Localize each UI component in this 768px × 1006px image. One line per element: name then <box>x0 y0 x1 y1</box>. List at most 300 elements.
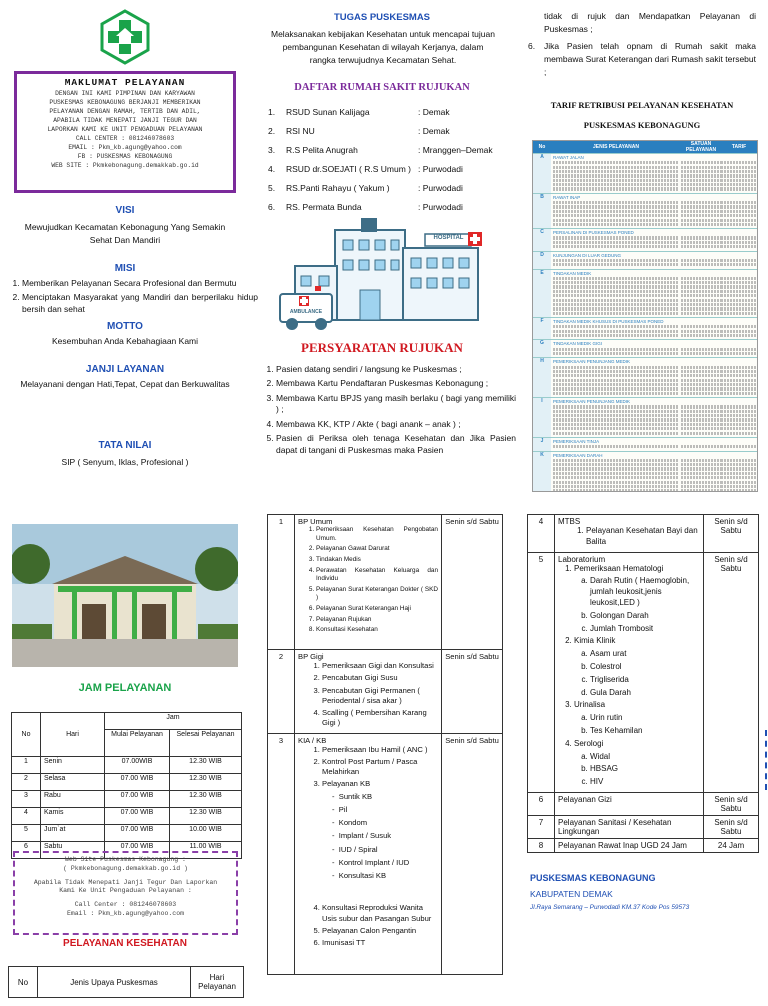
tarif-text-line <box>721 348 757 351</box>
list-item: 8. Konsultasi Kesehatan <box>316 626 438 635</box>
list-item: 4. Konsultasi Reproduksi Wanita Usis subur dan Pasangan Subur <box>322 903 438 924</box>
tarif-satuan-col <box>681 154 721 193</box>
tarif-section-letter: E <box>533 270 551 318</box>
tarif-text-line <box>681 245 721 248</box>
mtbs-list <box>558 526 700 548</box>
tarif-text-line <box>681 414 721 417</box>
tarif-text-line <box>553 214 679 217</box>
jam-cell: Senin <box>41 757 105 774</box>
row-no: 3 <box>268 733 295 974</box>
row-title: Pelayanan Gizi <box>555 792 704 815</box>
tarif-section <box>533 153 757 193</box>
tarif-text-line <box>721 418 757 421</box>
maklumat-line: WEB SITE : Pkmkebonagung.demakkab.go.id <box>51 161 199 169</box>
row-hari: Senin s/d Sabtu <box>704 515 759 553</box>
tarif-section-letter: D <box>533 252 551 269</box>
tarif-section-title: RAWAT INAP <box>553 194 581 200</box>
tarif-section-letter: C <box>533 229 551 250</box>
tarif-text-line <box>681 219 721 222</box>
rujukan-no: 2. <box>268 126 276 136</box>
row-hari: Senin s/d Sabtu <box>442 650 503 734</box>
table-row <box>528 515 759 553</box>
tarif-text-line <box>721 423 757 426</box>
footer-kab: KABUPATEN DEMAK <box>530 889 613 899</box>
tarif-section-letter: K <box>533 452 551 493</box>
list-item: c. Trigliserida <box>590 675 700 686</box>
bp-gigi-list <box>298 661 438 729</box>
rujukan-item <box>268 183 508 202</box>
tarif-text-line <box>553 366 679 369</box>
tarif-text-line <box>721 325 757 328</box>
tarif-text-line <box>721 481 757 484</box>
tarif-text-line <box>553 259 679 262</box>
tarif-text-line <box>553 219 679 222</box>
tarif-text-line <box>681 205 721 208</box>
tarif-section-body <box>551 398 681 437</box>
tarif-price-col <box>721 270 757 318</box>
row-title: Pelayanan Sanitasi / Kesehatan Lingkungan <box>555 815 704 838</box>
tarif-text-line <box>553 299 679 302</box>
maklumat-line: EMAIL : Pkm_kb.agung@yahoo.com <box>68 143 182 151</box>
tarif-price-col <box>721 340 757 357</box>
list-item: b. Colestrol <box>590 662 700 673</box>
tarif-text-line <box>553 489 679 492</box>
tarif-text-line <box>553 205 679 208</box>
tarif-text-line <box>553 352 679 355</box>
jam-cell: Kamis <box>41 808 105 825</box>
tarif-text-line <box>553 210 679 213</box>
tarif-text-line <box>681 312 721 315</box>
tarif-text-line <box>553 432 679 435</box>
lab-sublist <box>574 576 700 634</box>
pelayanan-header-hari: Hari Pelayanan <box>191 967 244 998</box>
list-item: b. Tes Kehamilan <box>590 726 700 737</box>
rujukan-name: RSUD dr.SOEJATI ( R.S Umum ) <box>286 164 411 174</box>
tarif-text-line <box>681 427 721 430</box>
tarif-section-body <box>551 194 681 228</box>
rujukan-list <box>268 107 508 221</box>
tarif-text-line <box>721 379 757 382</box>
kb-item: Kontrol Implant / IUD <box>338 857 410 867</box>
tarif-text-line <box>553 236 679 239</box>
jam-cell: 12.30 WIB <box>170 791 242 808</box>
kb-item: Konsultasi KB <box>338 871 387 880</box>
tarif-satuan-col <box>681 318 721 339</box>
tarif-text-line <box>681 489 721 492</box>
tarif-section-title: RAWAT JALAN <box>553 155 584 160</box>
list-item: c. HIV <box>590 777 700 788</box>
tarif-text-line <box>553 467 679 470</box>
list-item: 3. Tindakan Medis <box>316 556 438 565</box>
jam-row <box>12 791 242 808</box>
tarif-section <box>533 357 757 397</box>
tarif-text-line <box>721 263 757 266</box>
tarif-price-col <box>721 229 757 250</box>
row-no: 7 <box>528 815 555 838</box>
janji-text: Melayanani dengan Hati,Tepat, Cepat dan Berkuwalitas <box>20 379 230 389</box>
maklumat-line: LAPORKAN KAMI KE UNIT PENGADUAN PELAYANAN <box>47 125 203 133</box>
tarif-text-line <box>721 432 757 435</box>
footer-name: PUSKESMAS KEBONAGUNG <box>530 873 656 883</box>
tarif-section-body <box>551 358 681 397</box>
contact-line: ( Pkmkebonagung.demakkab.go.id ) <box>63 864 188 872</box>
rujukan-item <box>268 164 508 183</box>
tarif-text-line <box>721 214 757 217</box>
tarif-text-line <box>681 236 721 239</box>
tarif-text-line <box>681 432 721 435</box>
tarif-text-line <box>681 387 721 390</box>
bp-table <box>267 514 503 975</box>
tarif-text-line <box>553 174 679 177</box>
tarif-text-line <box>553 383 679 386</box>
tarif-text-line <box>553 290 679 293</box>
persyaratan-item: 3. Membawa Kartu BPJS yang masih berlaku ( bagi yang memiliki ) ; <box>276 393 516 416</box>
tugas-heading: TUGAS PUSKESMAS <box>333 12 431 23</box>
rujukan-name: RSUD Sunan Kalijaga <box>286 107 370 117</box>
tarif-section-letter: A <box>533 154 551 193</box>
table-row <box>268 515 503 650</box>
row-no: 2 <box>268 650 295 734</box>
tarif-text-line <box>681 303 721 306</box>
tarif-section <box>533 437 757 451</box>
list-item: b. HBSAG <box>590 764 700 775</box>
kb-item: Suntik KB <box>338 791 373 801</box>
list-item: 1. Pemeriksaan Gigi dan Konsultasi <box>322 661 438 671</box>
item-text: Jika Pasien telah opnam di Rumah sakit maka membawa Surat Keterangan dari Rumash sakit tersebut ; <box>544 41 756 78</box>
row-no: 1 <box>268 515 295 650</box>
table-row <box>528 792 759 815</box>
tarif-text-line <box>721 205 757 208</box>
tarif-text-line <box>681 174 721 177</box>
list-item: - Konsultasi KB <box>332 871 387 880</box>
tarif-satuan-col <box>681 358 721 397</box>
tarif-text-line <box>553 312 679 315</box>
tarif-header-no: No <box>538 144 546 150</box>
tarif-text-line <box>721 485 757 488</box>
tarif-text-line <box>553 223 679 226</box>
tarif-section-title: KUNJUNGAN DI LUAR GEDUNG <box>553 252 622 258</box>
jam-cell: 07.00 WIB <box>105 791 170 808</box>
rujukan-name: R.S Pelita Anugrah <box>286 145 358 155</box>
list-item: 3. Pencabutan Gigi Permanen ( Periodental / sisa akar ) <box>322 686 438 707</box>
tarif-header <box>533 141 757 153</box>
maklumat-line: CALL CENTER : 081246078603 <box>75 134 175 142</box>
contact-line: Kami Ke Unit Pengaduan Pelayanan : <box>59 887 192 895</box>
tarif-text-line <box>681 201 721 204</box>
tarif-text-line <box>553 170 679 173</box>
visi-heading: VISI <box>115 205 135 216</box>
tarif-section <box>533 228 757 250</box>
tarif-text-line <box>681 467 721 470</box>
jam-cell: Sabtu <box>41 842 105 859</box>
rujukan-no: 1. <box>268 107 276 117</box>
tarif-text-line <box>553 459 679 462</box>
persyaratan-item: 5. Pasien di Periksa oleh tenaga Kesehatan dan Jika Pasien dapat di tangani di Puskesmas maka Pasien <box>276 433 516 456</box>
tarif-text-line <box>553 445 679 448</box>
rujukan-no: 5. <box>268 183 276 193</box>
tarif-text-line <box>681 161 721 164</box>
list-item: - Pil <box>332 804 348 814</box>
list-item <box>574 564 700 635</box>
tarif-text-line <box>681 285 721 288</box>
tarif-price-col <box>721 358 757 397</box>
rujukan-no: 4. <box>268 164 276 174</box>
tarif-text-line <box>721 174 757 177</box>
tarif-price-col <box>721 452 757 493</box>
persyaratan-cont: tidak di rujuk dan Mendapatkan Pelayanan di Puskesmas ; <box>544 11 756 35</box>
row-title: BP Umum <box>298 517 333 526</box>
tarif-text-line <box>553 370 679 373</box>
jam-header-no: No <box>12 713 41 757</box>
tarif-text-line <box>721 179 757 182</box>
tarif-text-line <box>681 290 721 293</box>
tarif-section-body <box>551 252 681 269</box>
tarif-text-line <box>721 445 757 448</box>
rujukan-heading: DAFTAR RUMAH SAKIT RUJUKAN <box>294 82 470 93</box>
rujukan-name: RSI NU <box>286 126 315 136</box>
lab-sublist <box>574 713 700 737</box>
kia-list <box>298 745 438 790</box>
tarif-section-letter: F <box>533 318 551 339</box>
tarif-text-line <box>681 366 721 369</box>
tarif-text-line <box>681 374 721 377</box>
tarif-text-line <box>681 383 721 386</box>
hospital-illustration <box>275 218 495 336</box>
list-item: 6. Pelayanan Surat Keterangan Haji <box>316 605 438 614</box>
jam-cell: 4 <box>12 808 41 825</box>
tugas-text: Melaksanakan kebijakan Kesehatan untuk mencapai tujuan pembangunan Kesehatan di wilayah Kerjanya, dalam rangka terwujudnya Kecamatan Sehat. <box>271 29 495 66</box>
tarif-text-line <box>721 307 757 310</box>
list-item: - IUD / Spiral <box>332 844 378 854</box>
jam-cell: 6 <box>12 842 41 859</box>
tarif-text-line <box>721 330 757 333</box>
tarif-section-title: TINDAKAN MEDIK GIGI <box>553 341 603 347</box>
list-item: - Kondom <box>332 818 368 827</box>
tarif-text-line <box>553 387 679 390</box>
footer-address: Jl.Raya Semarang – Purwodadi KM.37 Kode Pos 59573 <box>530 904 690 911</box>
list-item: 6. Imunisasi TT <box>322 938 438 948</box>
misi-item: 1. Memberikan Pelayanan Secara Profesional dan Bermutu <box>22 278 258 289</box>
tarif-section <box>533 317 757 339</box>
tarif-text-line <box>721 459 757 462</box>
tarif-text-line <box>721 392 757 395</box>
table-row <box>268 650 503 734</box>
row-title: Laboratorium <box>558 554 606 564</box>
tarif-section-body <box>551 270 681 318</box>
jam-header-selesai: Selesai Pelayanan <box>170 730 242 757</box>
row-title: Pelayanan Rawat Inap UGD 24 Jam <box>555 838 704 852</box>
row-hari: Senin s/d Sabtu <box>442 515 503 650</box>
list-item: - Kontrol Implant / IUD <box>332 857 410 867</box>
tarif-text-line <box>721 290 757 293</box>
tarif-text-line <box>721 201 757 204</box>
row-no: 6 <box>528 792 555 815</box>
tarif-text-line <box>553 405 679 408</box>
lab-sublist <box>574 649 700 698</box>
tarif-text-line <box>681 348 721 351</box>
tarif-text-line <box>553 414 679 417</box>
jam-cell: 07.00 WIB <box>105 808 170 825</box>
maklumat-pelayanan-box <box>14 71 236 193</box>
tarif-header-tarif: TARIF <box>731 144 747 150</box>
tarif-text-line <box>553 334 679 337</box>
tarif-section <box>533 251 757 269</box>
maklumat-line: FB : PUSKESMAS KEBONAGUNG <box>77 152 173 160</box>
tarif-satuan-col <box>681 340 721 357</box>
persyaratan-item: 4. Membawa KK, KTP / Akte ( bagi anank – anak ) ; <box>276 419 516 430</box>
puskesmas-building-photo <box>12 524 238 667</box>
bp-umum-list <box>298 526 438 635</box>
jam-cell: 5 <box>12 825 41 842</box>
jam-cell: Rabu <box>41 791 105 808</box>
row-no: 8 <box>528 838 555 852</box>
tarif-text-line <box>721 472 757 475</box>
lab-category: Kimia Klinik <box>574 636 616 646</box>
tarif-section-body <box>551 154 681 193</box>
jam-row <box>12 757 242 774</box>
jam-table <box>11 712 242 859</box>
tarif-section-letter: J <box>533 438 551 451</box>
pelayanan-header-no: No <box>9 967 38 998</box>
tarif-text-line <box>721 489 757 492</box>
table-row <box>528 815 759 838</box>
tarif-text-line <box>681 379 721 382</box>
tarif-text-line <box>721 370 757 373</box>
jam-cell: 07.00 WIB <box>105 825 170 842</box>
list-item: - Suntik KB <box>332 791 373 801</box>
tarif-text-line <box>553 277 679 280</box>
row-hari: Senin s/d Sabtu <box>704 552 759 792</box>
rujukan-loc: : Demak <box>418 107 450 117</box>
tarif-text-line <box>553 281 679 284</box>
persyaratan-item: 1. Pasien datang sendiri / langsung ke Puskesmas ; <box>276 364 516 375</box>
list-item: 2. Kontrol Post Partum / Pasca Melahirkan <box>322 757 438 778</box>
tarif-text-line <box>553 463 679 466</box>
tarif-text-line <box>553 179 679 182</box>
tarif-section <box>533 339 757 357</box>
tarif-text-line <box>721 334 757 337</box>
table-row <box>528 552 759 792</box>
tarif-text-line <box>721 166 757 169</box>
list-item <box>574 739 700 788</box>
tarif-section <box>533 397 757 437</box>
rujukan-item <box>268 145 508 164</box>
tarif-text-line <box>553 485 679 488</box>
row-hari: 24 Jam <box>704 838 759 852</box>
tarif-text-line <box>553 410 679 413</box>
tarif-satuan-col <box>681 229 721 250</box>
lab-category: Urinalisa <box>574 700 606 710</box>
list-item: 3. Pelayanan KB <box>322 779 438 789</box>
jam-cell: Jum`at <box>41 825 105 842</box>
tarif-text-line <box>721 303 757 306</box>
tarif-text-line <box>681 423 721 426</box>
tarif-header-jenis: JENIS PELAYANAN <box>592 144 640 150</box>
tarif-text-line <box>721 223 757 226</box>
rujukan-item <box>268 107 508 126</box>
jam-cell: 3 <box>12 791 41 808</box>
list-item: 1. Pemeriksaan Ibu Hamil ( ANC ) <box>322 745 438 755</box>
tarif-text-line <box>721 259 757 262</box>
list-item <box>574 636 700 698</box>
rujukan-no: 6. <box>268 202 276 212</box>
tarif-text-line <box>553 303 679 306</box>
tarif-text-line <box>553 201 679 204</box>
maklumat-line: APABILA TIDAK MENEPATI JANJI TEGUR DAN <box>53 116 197 124</box>
tarif-section-letter: B <box>533 194 551 228</box>
list-item: 2. Pencabutan Gigi Susu <box>322 673 438 683</box>
tarif-text-line <box>721 277 757 280</box>
tarif-text-line <box>721 210 757 213</box>
tarif-text-line <box>721 352 757 355</box>
tarif-text-line <box>681 179 721 182</box>
tarif-text-line <box>721 281 757 284</box>
tarif-section-letter: I <box>533 398 551 437</box>
tarif-section-body <box>551 340 681 357</box>
list-item: a. Asam urat <box>590 649 700 660</box>
list-item: 4. Scalling ( Pembersihan Karang Gigi ) <box>322 708 438 729</box>
kb-item: Implant / Susuk <box>338 831 392 841</box>
tarif-text-line <box>721 414 757 417</box>
tarif-text-line <box>681 330 721 333</box>
jam-cell: 10.00 WIB <box>170 825 242 842</box>
tarif-text-line <box>721 312 757 315</box>
list-item: a. Widal <box>590 752 700 763</box>
jam-header-mulai: Mulai Pelayanan <box>105 730 170 757</box>
tarif-text-line <box>721 241 757 244</box>
tarif-text-line <box>553 481 679 484</box>
kb-item: IUD / Spiral <box>338 844 378 854</box>
maklumat-line: PELAYANAN DENGAN RAMAH, TERTIB DAN ADIL, <box>49 107 201 115</box>
list-item: 2. Pelayanan Gawat Darurat <box>316 545 438 554</box>
jam-header-jam: Jam <box>105 713 242 730</box>
maklumat-line: DENGAN INI KAMI PIMPINAN DAN KARYAWAN <box>55 90 195 97</box>
tarif-satuan-col <box>681 252 721 269</box>
row-title: MTBS <box>558 517 581 526</box>
jam-cell: 12.30 WIB <box>170 757 242 774</box>
tarif-text-line <box>681 481 721 484</box>
tarif-text-line <box>681 325 721 328</box>
kb-list <box>298 792 438 882</box>
tarif-section-letter: G <box>533 340 551 357</box>
list-item: 1. Pelayanan Kesehatan Bayi dan Balita <box>586 526 700 548</box>
ambulance-label: AMBULANCE <box>289 309 323 315</box>
tarif-section-title: TINDAKAN MEDIK <box>553 270 592 276</box>
tarif-text-line <box>553 392 679 395</box>
tarif-text-line <box>681 263 721 266</box>
tarif-subheading: PUSKESMAS KEBONAGUNG <box>583 120 701 130</box>
tarif-text-line <box>681 445 721 448</box>
tarif-text-line <box>553 418 679 421</box>
tarif-text-line <box>681 187 721 190</box>
lab-sublist <box>574 752 700 788</box>
tarif-text-line <box>681 223 721 226</box>
jam-heading: JAM PELAYANAN <box>78 682 172 694</box>
tarif-price-col <box>721 154 757 193</box>
tarif-text-line <box>721 236 757 239</box>
tarif-section <box>533 451 757 493</box>
tarif-price-col <box>721 398 757 437</box>
tarif-text-line <box>553 161 679 164</box>
tarif-text-line <box>553 241 679 244</box>
tarif-section <box>533 269 757 318</box>
tarif-text-line <box>681 476 721 479</box>
tarif-section-body <box>551 229 681 250</box>
tarif-text-line <box>681 352 721 355</box>
tarif-text-line <box>721 183 757 186</box>
tarif-text-line <box>681 418 721 421</box>
tarif-text-line <box>721 410 757 413</box>
